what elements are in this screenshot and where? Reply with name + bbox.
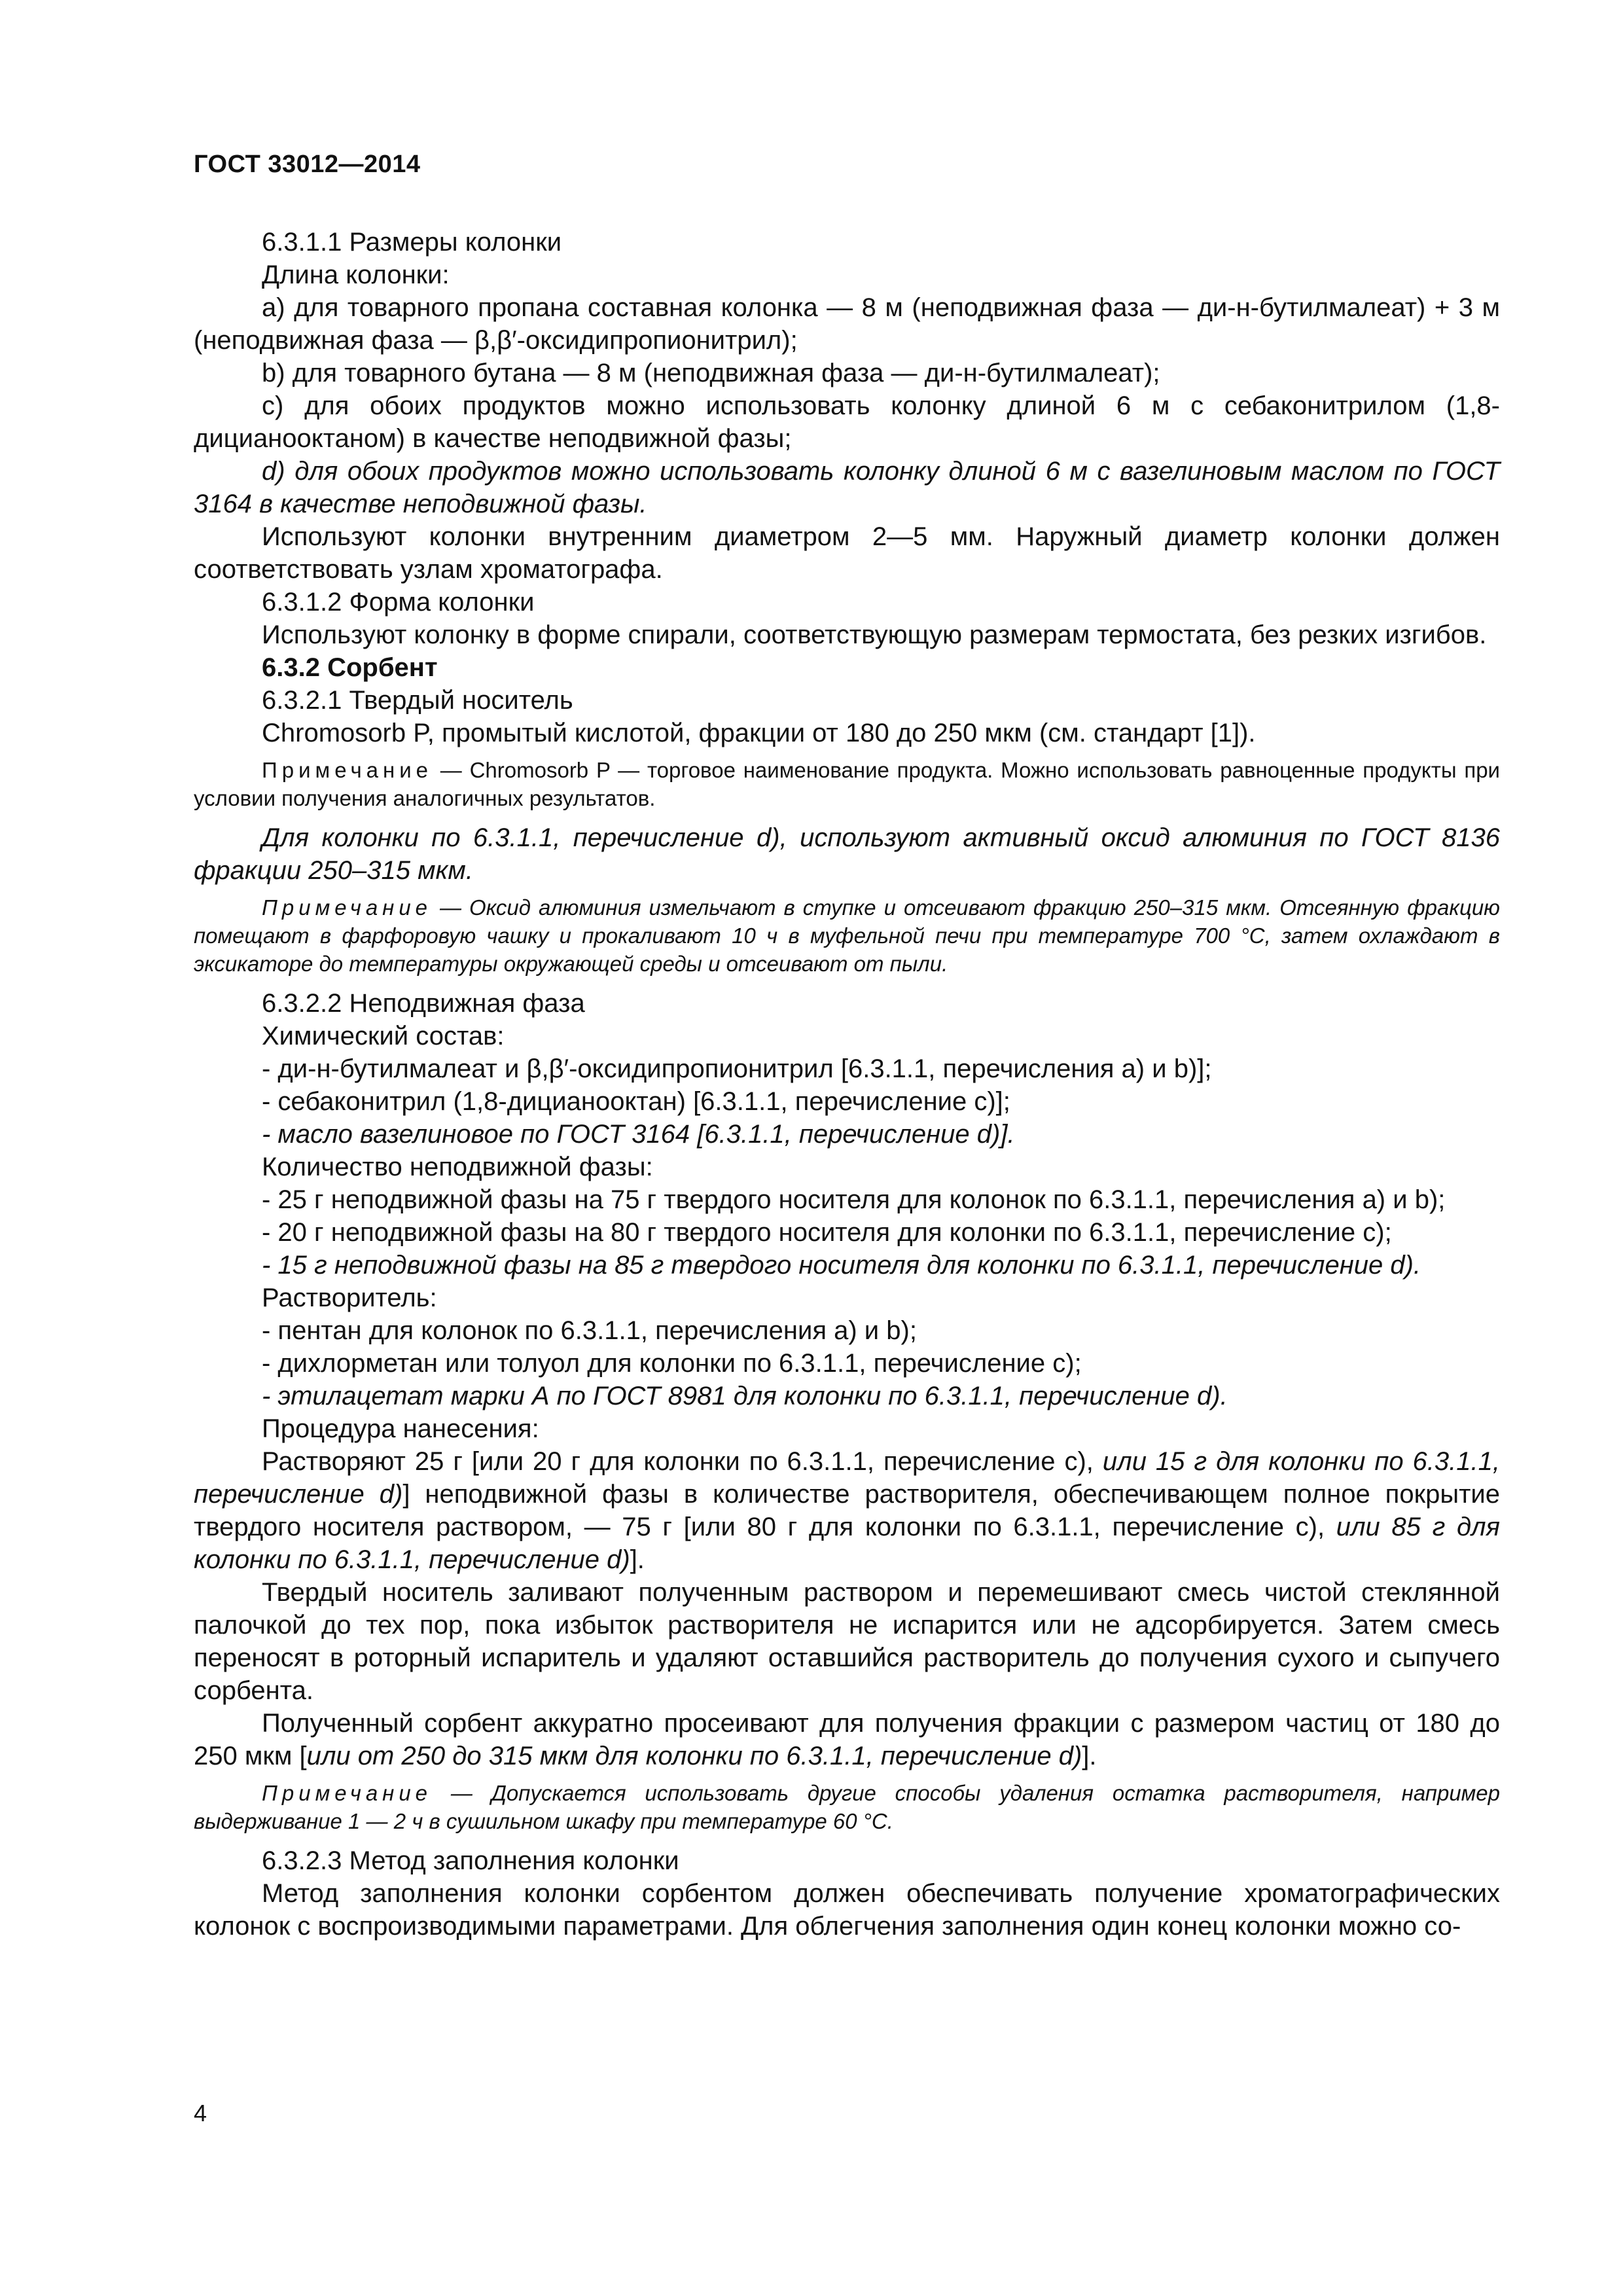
list-item-a: а) для товарного пропана составная колонка — 8 м (неподвижная фаза — ди-н-бутилмалеат) + 3 м (неподвижная фаза — β,β′-оксидипропионитрил); — [194, 293, 1500, 355]
procedure-label: Процедура нанесения: — [262, 1414, 539, 1443]
section-6-3-1-2-title: 6.3.1.2 Форма колонки — [262, 588, 535, 617]
solvent-label: Растворитель: — [262, 1283, 437, 1312]
section-6-3-2-2-title: 6.3.2.2 Неподвижная фаза — [262, 989, 585, 1018]
section-6-3-2-1-title: 6.3.2.1 Твердый носитель — [262, 686, 573, 715]
note-alumina — [194, 893, 1500, 978]
section-6-3-2-title: 6.3.2 Сорбент — [262, 653, 438, 682]
solvent-item-2: - дихлорметан или толуол для колонки по 6.3.1.1, перечисление с); — [262, 1349, 1082, 1378]
procedure-text-italic: или 85 г для колонки по 6.3.1.1, перечисление d) — [194, 1513, 1500, 1574]
column-shape-paragraph: Используют колонку в форме спирали, соответствующую размерам термостата, без резких изгибов. — [262, 620, 1487, 649]
column-filling-paragraph: Метод заполнения колонки сорбентом должен обеспечивать получение хроматографических колонок с воспроизводимыми параметрами. Для облегчения заполнения один конец колонки можно со- — [194, 1879, 1500, 1941]
note-solvent-removal — [194, 1779, 1500, 1835]
note-text: — Допускается использовать другие способы удаления остатка растворителя, например выдерживание 1 — 2 ч в сушильном шкафу при температуре 60 °С. — [194, 1781, 1500, 1833]
sieving-text: Полученный сорбент аккуратно просеивают для получения фракции с размером частиц от 180 до 250 мкм [ — [194, 1709, 1500, 1770]
note-chromosorb — [194, 756, 1500, 812]
document-body — [194, 226, 1500, 1943]
chem-item-3: - масло вазелиновое по ГОСТ 3164 [6.3.1.1, перечисление d)]. — [262, 1120, 1015, 1149]
sieving-text: ]. — [1082, 1742, 1097, 1770]
solvent-item-1: - пентан для колонок по 6.3.1.1, перечисления а) и b); — [262, 1316, 917, 1345]
document-code-header: ГОСТ 33012—2014 — [194, 151, 421, 178]
procedure-text: ]. — [630, 1545, 645, 1574]
section-6-3-2-3-title: 6.3.2.3 Метод заполнения колонки — [262, 1846, 679, 1875]
solvent-item-3: - этилацетат марки А по ГОСТ 8981 для колонки по 6.3.1.1, перечисление d). — [262, 1382, 1228, 1410]
procedure-text: Растворяют 25 г [или 20 г для колонки по 6.3.1.1, перечисление с), — [262, 1447, 1103, 1476]
page-number: 4 — [194, 2100, 207, 2126]
column-diameter-paragraph: Используют колонки внутренним диаметром 2—5 мм. Наружный диаметр колонки должен соответствовать узлам хроматографа. — [194, 522, 1500, 584]
chem-item-2: - себаконитрил (1,8-дицианооктан) [6.3.1.1, перечисление с)]; — [262, 1087, 1010, 1116]
mixing-paragraph: Твердый носитель заливают полученным раствором и перемешивают смесь чистой стеклянной палочкой до тех пор, пока избыток растворителя не испарится или не адсорбируется. Затем смесь переносят в роторный испаритель и удаляют оставшийся растворитель до получения сухого и сыпучего сорбента. — [194, 1578, 1500, 1705]
list-item-b: b) для товарного бутана — 8 м (неподвижная фаза — ди-н-бутилмалеат); — [262, 359, 1160, 387]
list-item-d: d) для обоих продуктов можно использовать колонку длиной 6 м с вазелиновым маслом по ГОСТ 3164 в качестве неподвижной фазы. — [194, 457, 1500, 518]
note-text: — Chromosorb P — торговое наименование продукта. Можно использовать равноценные продукты при условии получения аналогичных результатов. — [194, 758, 1500, 810]
note-label: Примечание — [262, 758, 433, 782]
column-length-label: Длина колонки: — [262, 260, 450, 289]
sieving-paragraph — [194, 1707, 1500, 1772]
section-6-3-1-1-title: 6.3.1.1 Размеры колонки — [262, 228, 562, 257]
procedure-text: ] неподвижной фазы в количестве растворителя, обеспечивающем полное покрытие твердого носителя раствором, — 75 г [или 80 г для колонки по 6.3.1.1, перечисление с), — [194, 1480, 1500, 1541]
chem-item-1: - ди-н-бутилмалеат и β,β′-оксидипропионитрил [6.3.1.1, перечисления а) и b)]; — [262, 1054, 1212, 1083]
alumina-paragraph: Для колонки по 6.3.1.1, перечисление d), используют активный оксид алюминия по ГОСТ 8136 фракции 250–315 мкм. — [194, 823, 1500, 885]
quantity-label: Количество неподвижной фазы: — [262, 1153, 653, 1181]
list-item-c: с) для обоих продуктов можно использовать колонку длиной 6 м с себаконитрилом (1,8-дицианооктаном) в качестве неподвижной фазы; — [194, 391, 1500, 453]
quantity-item-1: - 25 г неподвижной фазы на 75 г твердого носителя для колонок по 6.3.1.1, перечисления а) и b); — [262, 1185, 1446, 1214]
note-label: Примечание — [262, 1781, 433, 1805]
quantity-item-2: - 20 г неподвижной фазы на 80 г твердого носителя для колонки по 6.3.1.1, перечисление с); — [262, 1218, 1392, 1247]
chem-composition-label: Химический состав: — [262, 1022, 505, 1050]
note-label: Примечание — [262, 895, 433, 920]
procedure-paragraph — [194, 1445, 1500, 1576]
sieving-text-italic: или от 250 до 315 мкм для колонки по 6.3.1.1, перечисление d) — [306, 1742, 1082, 1770]
solid-carrier-paragraph: Chromosorb P, промытый кислотой, фракции от 180 до 250 мкм (см. стандарт [1]). — [262, 719, 1256, 747]
procedure-text-italic: или 15 г для колонки по 6.3.1.1, перечисление d) — [194, 1447, 1500, 1509]
note-text: — Оксид алюминия измельчают в ступке и отсеивают фракцию 250–315 мкм. Отсеянную фракцию помещают в фарфоровую чашку и прокаливают 10 ч в муфельной печи при температуре 700 °С, затем охлаждают в эксикаторе до температуры окружающей среды и отсеивают от пыли. — [194, 895, 1500, 976]
quantity-item-3: - 15 г неподвижной фазы на 85 г твердого носителя для колонки по 6.3.1.1, перечисление d). — [262, 1251, 1421, 1280]
